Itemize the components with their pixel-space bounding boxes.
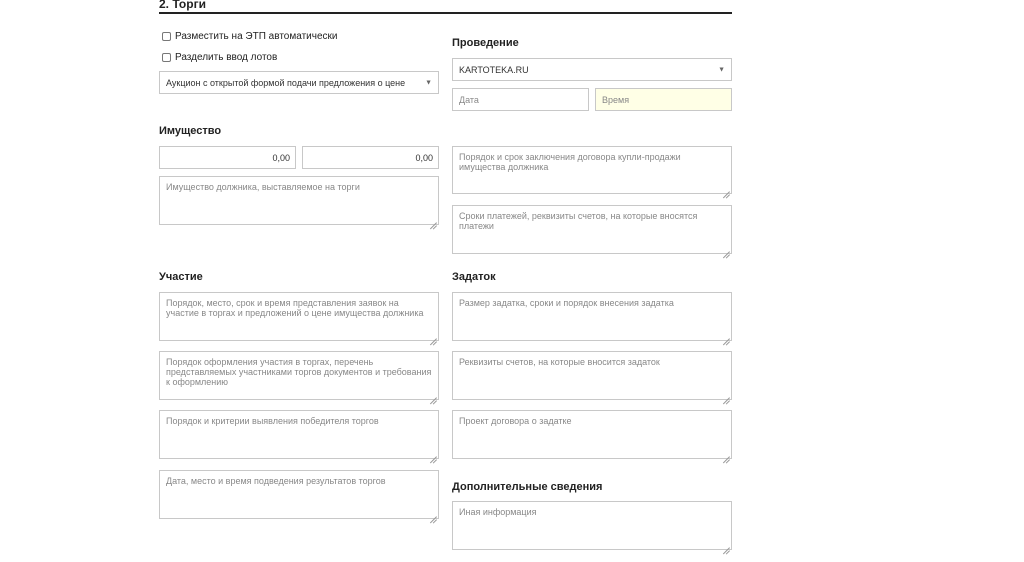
- textarea-placeholder: Порядок и срок заключения договора купли-продажи имущества должника: [459, 152, 681, 172]
- resize-grip-icon[interactable]: [723, 245, 730, 252]
- textarea-placeholder: Иная информация: [459, 507, 537, 517]
- conduct-heading: Проведение: [452, 37, 519, 49]
- textarea-placeholder: Порядок оформления участия в торгах, перечень представляемых участниками торгов документов и требования к оформлению: [166, 357, 432, 387]
- auction-type-value: Аукцион с открытой формой подачи предложения о цене: [166, 77, 406, 88]
- additional-heading: Дополнительные сведения: [452, 481, 603, 493]
- checkbox-box[interactable]: [162, 32, 171, 41]
- resize-grip-icon[interactable]: [723, 391, 730, 398]
- textarea-placeholder: Сроки платежей, реквизиты счетов, на которые вносятся платежи: [459, 211, 698, 231]
- time-placeholder: Время: [602, 95, 630, 105]
- checkbox-split-lots[interactable]: [162, 52, 277, 63]
- resize-grip-icon[interactable]: [723, 332, 730, 339]
- resize-grip-icon[interactable]: [430, 391, 437, 398]
- payment-terms-textarea[interactable]: [452, 205, 732, 254]
- checkbox-label: Разделить ввод лотов: [175, 52, 278, 63]
- section-title: 2. Торги: [159, 0, 732, 14]
- date-placeholder: Дата: [459, 95, 479, 105]
- platform-select[interactable]: [452, 58, 732, 81]
- chevron-down-icon: ▼: [425, 79, 432, 86]
- resize-grip-icon[interactable]: [723, 541, 730, 548]
- platform-value: KARTOTEKA.RU: [459, 64, 529, 75]
- checkbox-label: Разместить на ЭТП автоматически: [175, 31, 338, 42]
- resize-grip-icon[interactable]: [430, 216, 437, 223]
- textarea-placeholder: Порядок, место, срок и время представления заявок на участие в торгах и предложений о цене имущества должника: [166, 298, 424, 318]
- deposit-heading: Задаток: [452, 271, 496, 283]
- resize-grip-icon[interactable]: [430, 332, 437, 339]
- winner-criteria-textarea[interactable]: [159, 410, 439, 459]
- time-input[interactable]: [595, 88, 732, 111]
- results-date-textarea[interactable]: [159, 470, 439, 519]
- textarea-placeholder: Размер задатка, сроки и порядок внесения задатка: [459, 298, 674, 308]
- deposit-accounts-textarea[interactable]: [452, 351, 732, 400]
- textarea-placeholder: Реквизиты счетов, на которые вносится задаток: [459, 357, 660, 367]
- deposit-contract-textarea[interactable]: [452, 410, 732, 459]
- property-value-input-1[interactable]: 0,00: [159, 146, 296, 169]
- applications-procedure-textarea[interactable]: [159, 292, 439, 341]
- checkbox-auto-publish[interactable]: [162, 31, 337, 42]
- resize-grip-icon[interactable]: [723, 185, 730, 192]
- resize-grip-icon[interactable]: [430, 450, 437, 457]
- textarea-placeholder: Дата, место и время подведения результатов торгов: [166, 476, 386, 486]
- textarea-placeholder: Порядок и критерии выявления победителя торгов: [166, 416, 379, 426]
- date-input[interactable]: [452, 88, 589, 111]
- other-info-textarea[interactable]: [452, 501, 732, 550]
- auction-type-select[interactable]: [159, 71, 439, 94]
- participation-heading: Участие: [159, 271, 203, 283]
- deposit-amount-textarea[interactable]: [452, 292, 732, 341]
- property-value-input-2[interactable]: 0,00: [302, 146, 439, 169]
- checkbox-box[interactable]: [162, 53, 171, 62]
- resize-grip-icon[interactable]: [723, 450, 730, 457]
- resize-grip-icon[interactable]: [430, 510, 437, 517]
- property-description-textarea[interactable]: [159, 176, 439, 225]
- property-heading: Имущество: [159, 125, 222, 137]
- contract-terms-textarea[interactable]: [452, 146, 732, 194]
- chevron-down-icon: ▼: [718, 66, 725, 73]
- participation-documents-textarea[interactable]: [159, 351, 439, 400]
- textarea-placeholder: Проект договора о задатке: [459, 416, 572, 426]
- textarea-placeholder: Имущество должника, выставляемое на торги: [166, 182, 360, 192]
